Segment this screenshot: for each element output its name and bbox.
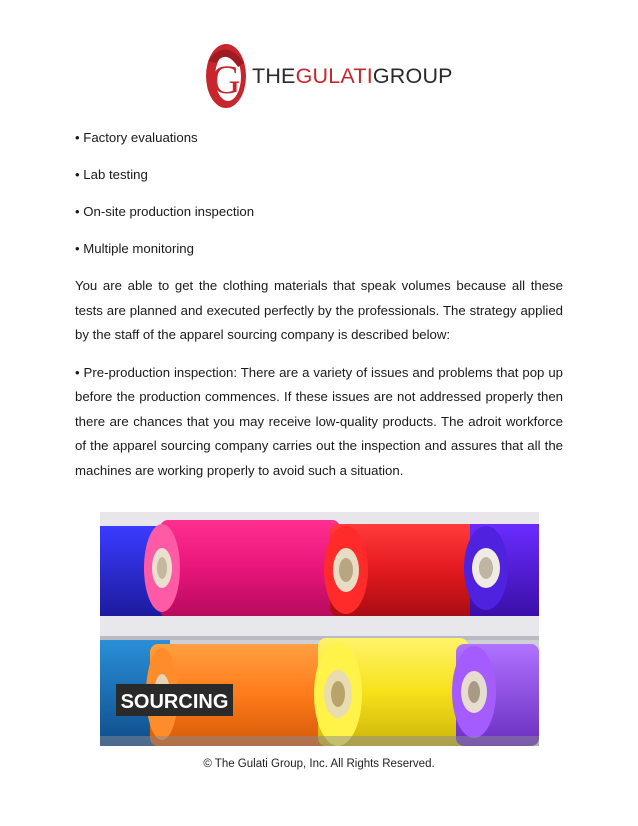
fabric-rolls-illustration <box>100 512 539 746</box>
logo-word-group: GROUP <box>372 63 453 88</box>
bullet-lab-testing: • Lab testing <box>75 167 148 182</box>
bullet-factory-evaluations: • Factory evaluations <box>75 130 198 145</box>
logo-wordmark <box>252 64 453 89</box>
bullet-multiple-monitoring: • Multiple monitoring <box>75 241 194 256</box>
logo-letter: G <box>211 57 241 102</box>
sourcing-label: SOURCING <box>120 691 229 713</box>
paragraph-pre-production: • Pre-production inspection: There are a variety of issues and problems that pop up before the production commences. If these issues are not addressed properly then there are chances that you may receive low-quality products. The adroit workforce of the apparel sourcing company carries out the inspection and assures that all the machines are working properly to avoid such a situation. <box>75 364 563 478</box>
bullet-onsite-inspection: • On-site production inspection <box>75 204 255 219</box>
logo-word-gulati: GULATI <box>295 63 373 88</box>
logo-word-the: THE <box>252 63 296 88</box>
company-logo <box>204 40 453 112</box>
gulati-logo-mark-icon <box>204 41 248 111</box>
document-body <box>75 128 563 483</box>
paragraph-strategy-intro: You are able to get the clothing materials that speak volumes because all these tests are planned and executed perfectly by the professionals. The strategy applied by the staff of the apparel sourcing company is described below: <box>75 278 563 342</box>
copyright-footer: © The Gulati Group, Inc. All Rights Reserved. <box>203 758 435 770</box>
fabric-rolls-photo <box>100 512 539 746</box>
